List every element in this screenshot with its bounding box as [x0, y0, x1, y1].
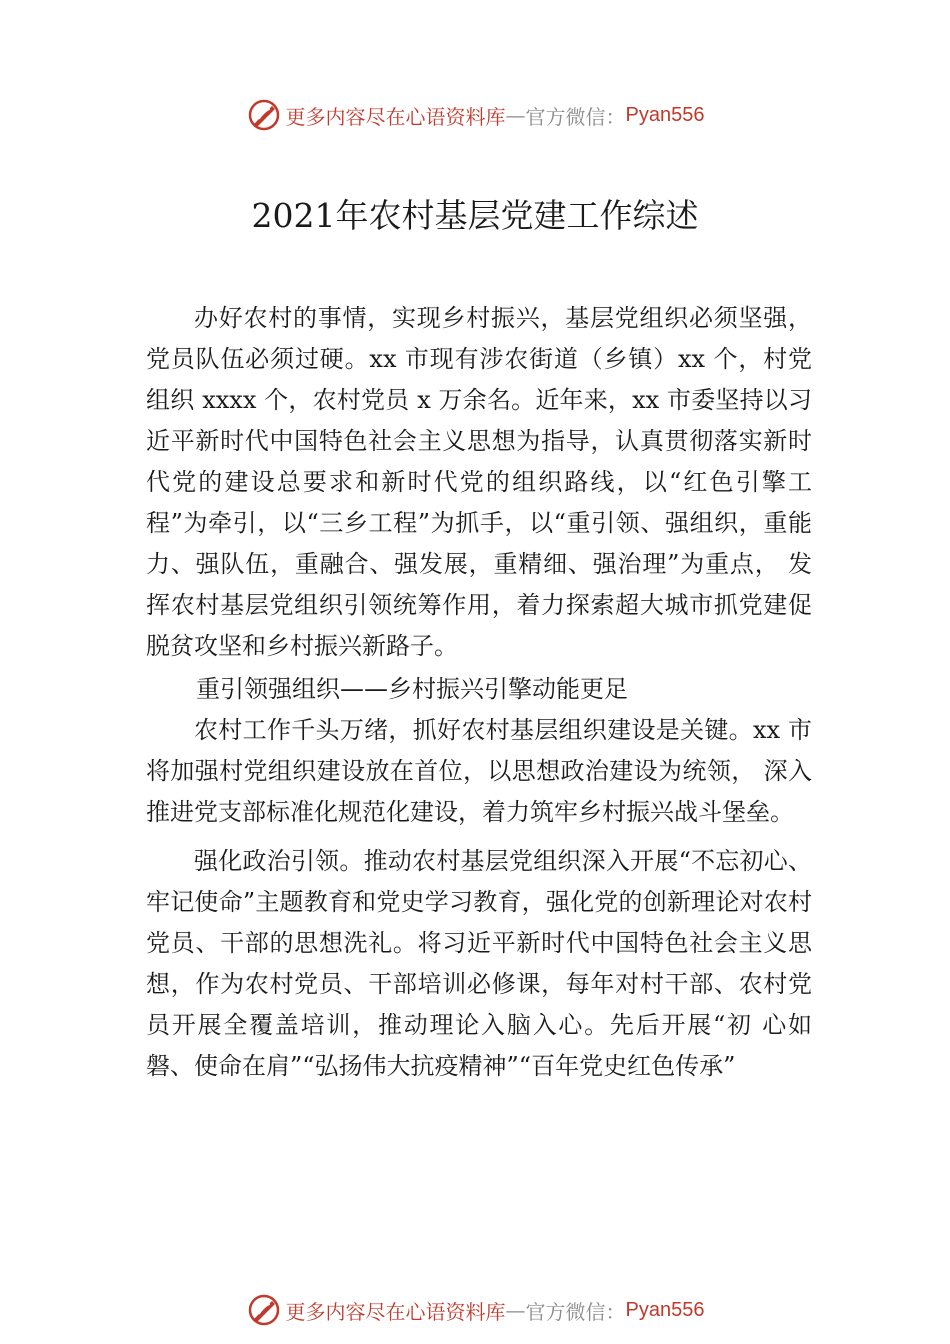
banner-red-text: 更多内容尽在心语资料库: [285, 104, 506, 129]
banner-gray-text: 官方微信：: [525, 1299, 626, 1324]
document-title: 2021年农村基层党建工作综述: [251, 196, 699, 235]
document-body: [146, 298, 812, 1087]
banner-red-text: 更多内容尽在心语资料库: [285, 1299, 506, 1324]
section-paragraph-2: 强化政治引领。推动农村基层党组织深入开展“不忘初心、牢记使命”主题教育和党史学习教育，强化党的创新理论对农村党员、干部的思想洗礼。将习近平新时代中国特色社会主义思想，作为农村党员、干部培训必修课，每年对村干部、农村党员开展全覆盖培训，推动理论入脑入心。先后开展“初 心如磐、使命在肩”“弘扬伟大抗疫精神”“百年党史红色传承”: [146, 847, 812, 1080]
banner-wechat-id: Pyan556: [625, 103, 705, 126]
intro-paragraph: 办好农村的事情，实现乡村振兴，基层党组织必须坚强， 党员队伍必须过硬。xx 市现有涉农街道（乡镇）xx 个，村党组织 xxxx 个，农村党员 x 万余名。近年来，xx 市委坚持以习近平新时代中国特色社会主义思想为指导，认真贯彻落实新时代党的建设总要求和新时代党的组织路线，以“红色引擎工程”为牵引，以“三乡工程”为抓手，以“重引领、强组织，重能力、强队伍，重融合、强发展，重精细、强治理”为重点， 发挥农村基层党组织引领统筹作用，着力探索超大城市抓党建促脱贫攻坚和乡村振兴新路子。: [146, 304, 812, 660]
logo-icon: [246, 1292, 282, 1328]
banner-wechat-id: Pyan556: [625, 1298, 705, 1321]
logo-icon: [246, 97, 282, 133]
section-paragraph-1: 农村工作千头万绪，抓好农村基层组织建设是关键。xx 市将加强村党组织建设放在首位，以思想政治建设为统领， 深入推进党支部标准化规范化建设，着力筑牢乡村振兴战斗堡垒。: [146, 716, 812, 826]
banner-dash: —: [505, 103, 526, 127]
section-heading: 重引领强组织——乡村振兴引擎动能更足: [196, 675, 628, 703]
footer-banner: [0, 1290, 950, 1330]
banner-dash: —: [505, 1298, 526, 1322]
header-banner: [0, 95, 950, 135]
banner-gray-text: 官方微信：: [525, 104, 626, 129]
